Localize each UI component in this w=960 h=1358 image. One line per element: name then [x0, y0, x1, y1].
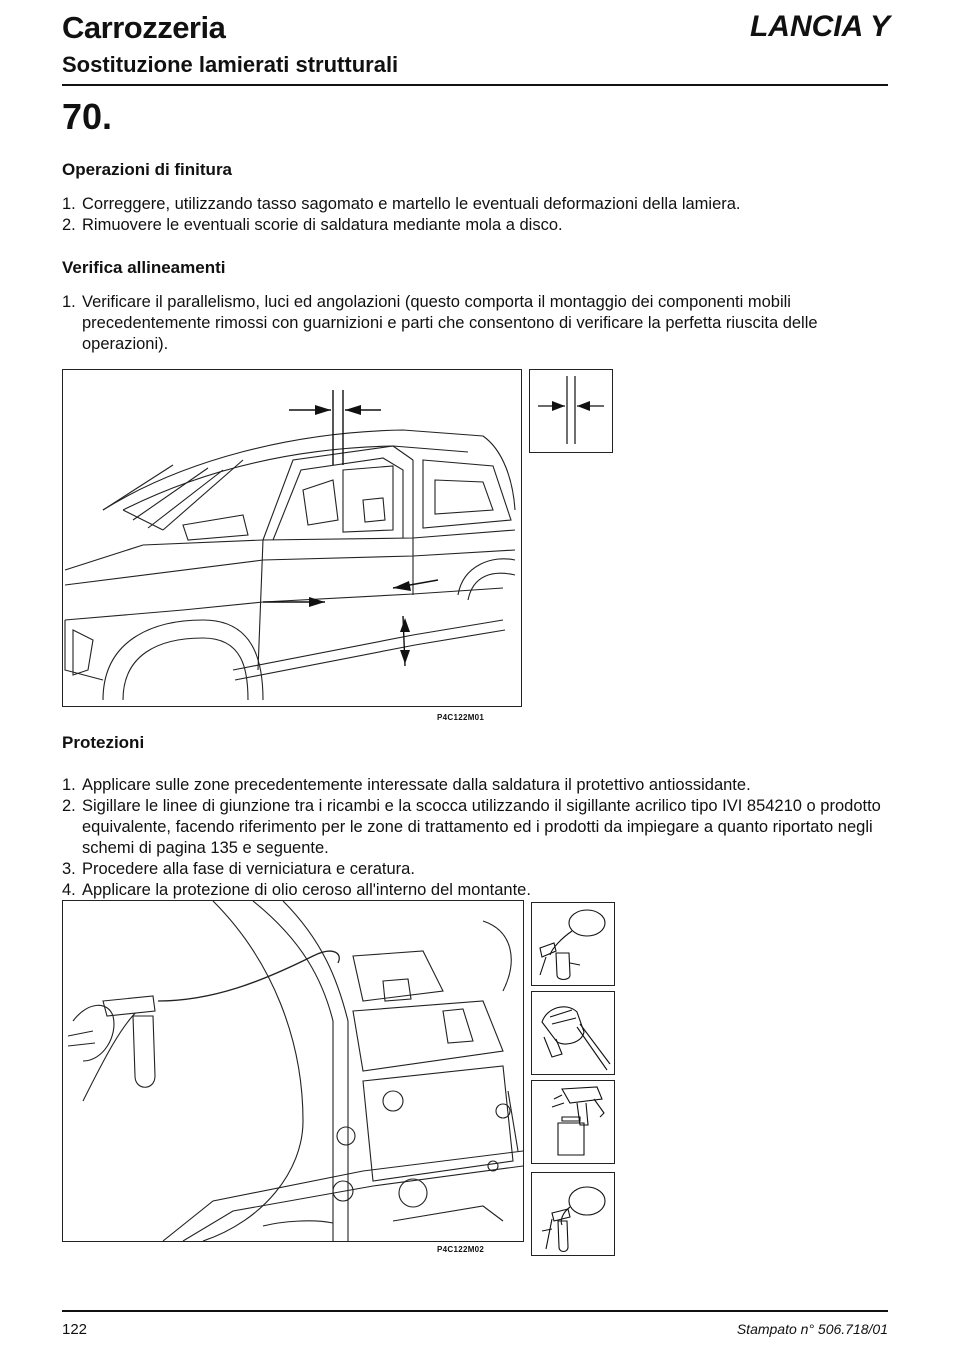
list-item: 4. Applicare la protezione di olio ceroso all'interno del montante.: [62, 881, 531, 899]
wax-spray-gun-icon: [531, 902, 615, 986]
page-number: 122: [62, 1321, 88, 1338]
list-item: 2. Rimuovere le eventuali scorie di saldatura mediante mola a disco.: [62, 216, 563, 234]
list-item: 2. Sigillare le linee di giunzione tra i ricambi e la scocca utilizzando il sigillante acrilico tipo IVI 854210 o prodotto equivalente, facendo riferimento per le zone di trattamento ed i prodotti da impiegare a quanto riportato negli schemi di pagina 135 e seguente.: [62, 797, 881, 857]
section-number: 70.: [62, 96, 113, 137]
footer-rule: [62, 1310, 888, 1312]
finishing-section: [62, 160, 892, 236]
car-body-figure: [62, 369, 522, 707]
chapter-title: Carrozzeria: [62, 10, 226, 45]
list-item: 1. Applicare sulle zone precedentemente interessate dalla saldatura il protettivo antiossidante.: [62, 776, 751, 794]
aerosol-sprayer-icon: [531, 1172, 615, 1256]
alignment-section: [62, 258, 892, 355]
finishing-list: [62, 194, 892, 236]
pillar-spray-figure: [62, 900, 524, 1242]
protections-list: [62, 775, 892, 901]
list-item: 1. Verificare il parallelismo, luci ed angolazioni (questo comporta il montaggio dei componenti mobili precedentemente rimossi con guarnizioni e parti che consentono di verificare la perfetta riuscita delle operazioni).: [62, 293, 818, 353]
protections-section: [62, 733, 892, 901]
protections-heading: Protezioni: [62, 733, 145, 752]
finishing-heading: Operazioni di finitura: [62, 160, 233, 179]
header-rule: [62, 84, 888, 86]
sealant-gun-icon: [531, 991, 615, 1075]
gap-check-icon: [529, 369, 613, 453]
paint-spray-gun-icon: [531, 1080, 615, 1164]
figure1-code: P4C122M01: [437, 713, 485, 722]
alignment-list: [62, 292, 892, 355]
figure2-code: P4C122M02: [437, 1245, 485, 1254]
brand-label: LANCIA Y: [749, 10, 890, 43]
chapter-subtitle: Sostituzione lamierati strutturali: [62, 52, 399, 77]
alignment-heading: Verifica allineamenti: [62, 258, 226, 277]
print-reference: Stampato n° 506.718/01: [736, 1321, 888, 1337]
list-item: 1. Correggere, utilizzando tasso sagomato e martello le eventuali deformazioni della lamiera.: [62, 195, 741, 213]
list-item: 3. Procedere alla fase di verniciatura e ceratura.: [62, 860, 415, 878]
